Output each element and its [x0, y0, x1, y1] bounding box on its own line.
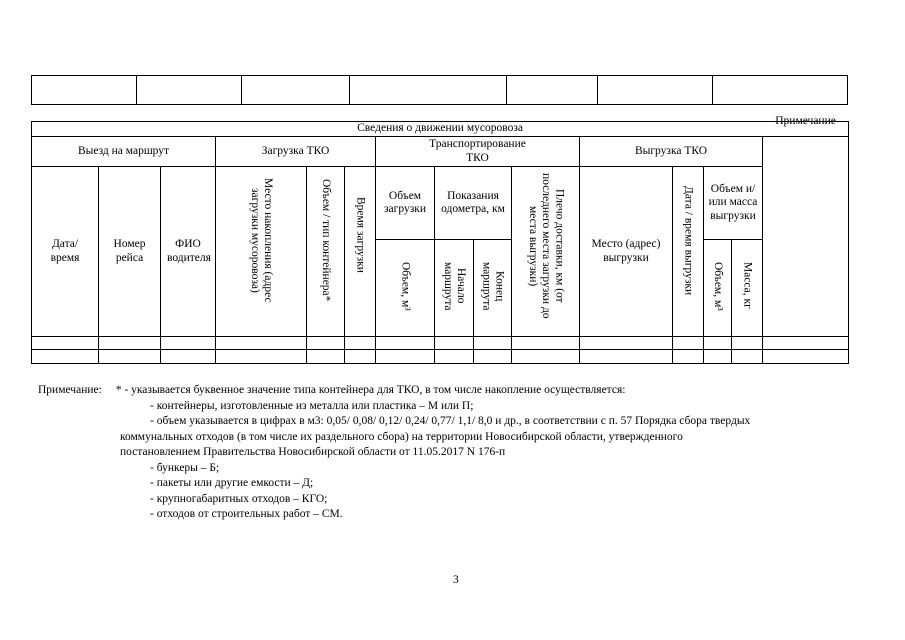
blank-cell: [242, 76, 351, 104]
col-unload-volume-unit: Объем, м³: [704, 240, 732, 337]
col-route-end: Конец маршрута: [474, 240, 512, 337]
note-line: постановлением Правительства Новосибирской области от 11.05.2017 N 176-п: [120, 446, 506, 458]
table-cell: [32, 337, 99, 350]
col-unload-place: Место (адрес) выгрузки: [580, 167, 673, 337]
table-cell: [704, 337, 732, 350]
table-cell: [474, 337, 512, 350]
table-cell: [512, 337, 580, 350]
table-cell: [32, 350, 99, 364]
table-cell: [580, 337, 673, 350]
blank-cell: [137, 76, 242, 104]
table-cell: [345, 350, 376, 364]
page-number: 3: [453, 574, 459, 586]
col-odometer: Показания одометра, км: [435, 167, 512, 240]
group-unloading: Выгрузка ТКО: [580, 137, 763, 167]
col-unload-volume-mass: Объем и/или масса выгрузки: [704, 167, 763, 240]
note-line: коммунальных отходов (в том числе их раздельного сбора) на территории Новосибирской области, утвержденного: [120, 430, 683, 443]
note-line: - бункеры – Б;: [150, 461, 220, 474]
garbage-truck-movement-table: [31, 115, 849, 364]
table-cell: [216, 337, 307, 350]
group-loading: Загрузка ТКО: [216, 137, 376, 167]
col-load-volume: Объем загрузки: [376, 167, 435, 240]
table-cell: [732, 350, 763, 364]
col-load-time: Время загрузки: [345, 167, 376, 337]
blank-cell: [713, 76, 847, 104]
table-cell: [376, 350, 435, 364]
table-cell: [704, 350, 732, 364]
note-line: - объем указывается в цифрах в м3: 0,05/ 0,08/ 0,12/ 0,24/ 0,77/ 1,1/ 8,0 и др., в соответствии с п. 57 Порядка сбора твердых: [150, 415, 751, 427]
table-cell: [99, 350, 161, 364]
table-cell: [345, 337, 376, 350]
table-cell: [161, 337, 216, 350]
table-title: Сведения о движении мусоровоза: [32, 122, 849, 137]
table-row: [32, 350, 849, 364]
table-cell: [99, 337, 161, 350]
table-cell: [161, 350, 216, 364]
note-line: Примечание: * - указывается буквенное значение типа контейнера для ТКО, в том числе накопление осуществляется:: [38, 384, 626, 396]
col-trip-number: Номер рейса: [99, 167, 161, 337]
table-cell: [763, 337, 849, 350]
table-cell: [216, 350, 307, 364]
table-cell: [763, 350, 849, 364]
table-row: [32, 337, 849, 350]
note-line: - контейнеры, изготовленные из металла или пластика – М или П;: [150, 399, 474, 412]
col-datetime: Дата/ время: [32, 167, 99, 337]
table-cell: [435, 350, 474, 364]
table-cell: [474, 350, 512, 364]
blank-cell: [32, 76, 137, 104]
blank-cell: [507, 76, 598, 104]
notes-label: Примечание:: [38, 384, 102, 396]
note-line: - отходов от строительных работ – СМ.: [150, 508, 343, 520]
table-cell: [580, 350, 673, 364]
table-cell: [732, 337, 763, 350]
col-accumulation-place: Место накопления (адрес загрузки мусоровоза): [216, 167, 307, 337]
table-cell: [512, 350, 580, 364]
note-line: - крупногабаритных отходов – КГО;: [150, 492, 328, 505]
table-cell: [435, 337, 474, 350]
group-departure: Выезд на маршрут: [32, 137, 216, 167]
table-cell: [307, 337, 345, 350]
top-blank-grid: [31, 75, 848, 105]
blank-cell: [350, 76, 507, 104]
col-route-start: Начало маршрута: [435, 240, 474, 337]
note-line: - пакеты или другие емкости – Д;: [150, 477, 314, 489]
group-note: Примечание: [763, 137, 849, 337]
blank-cell: [598, 76, 714, 104]
col-load-volume-unit: Объем, м³: [376, 240, 435, 337]
table-cell: [673, 337, 704, 350]
table-cell: [376, 337, 435, 350]
table-cell: [673, 350, 704, 364]
group-transport: Транспортирование ТКО: [376, 137, 580, 167]
col-driver: ФИО водителя: [161, 167, 216, 337]
col-delivery-arm: Плечо доставки, км (от последнего места загрузки до места выгрузки): [512, 167, 580, 337]
col-container-volume: Объем / тип контейнера*: [307, 167, 345, 337]
col-unload-datetime: Дата / время выгрузки: [673, 167, 704, 337]
table-cell: [307, 350, 345, 364]
col-unload-mass-unit: Масса, кг: [732, 240, 763, 337]
notes-block: [38, 383, 858, 523]
